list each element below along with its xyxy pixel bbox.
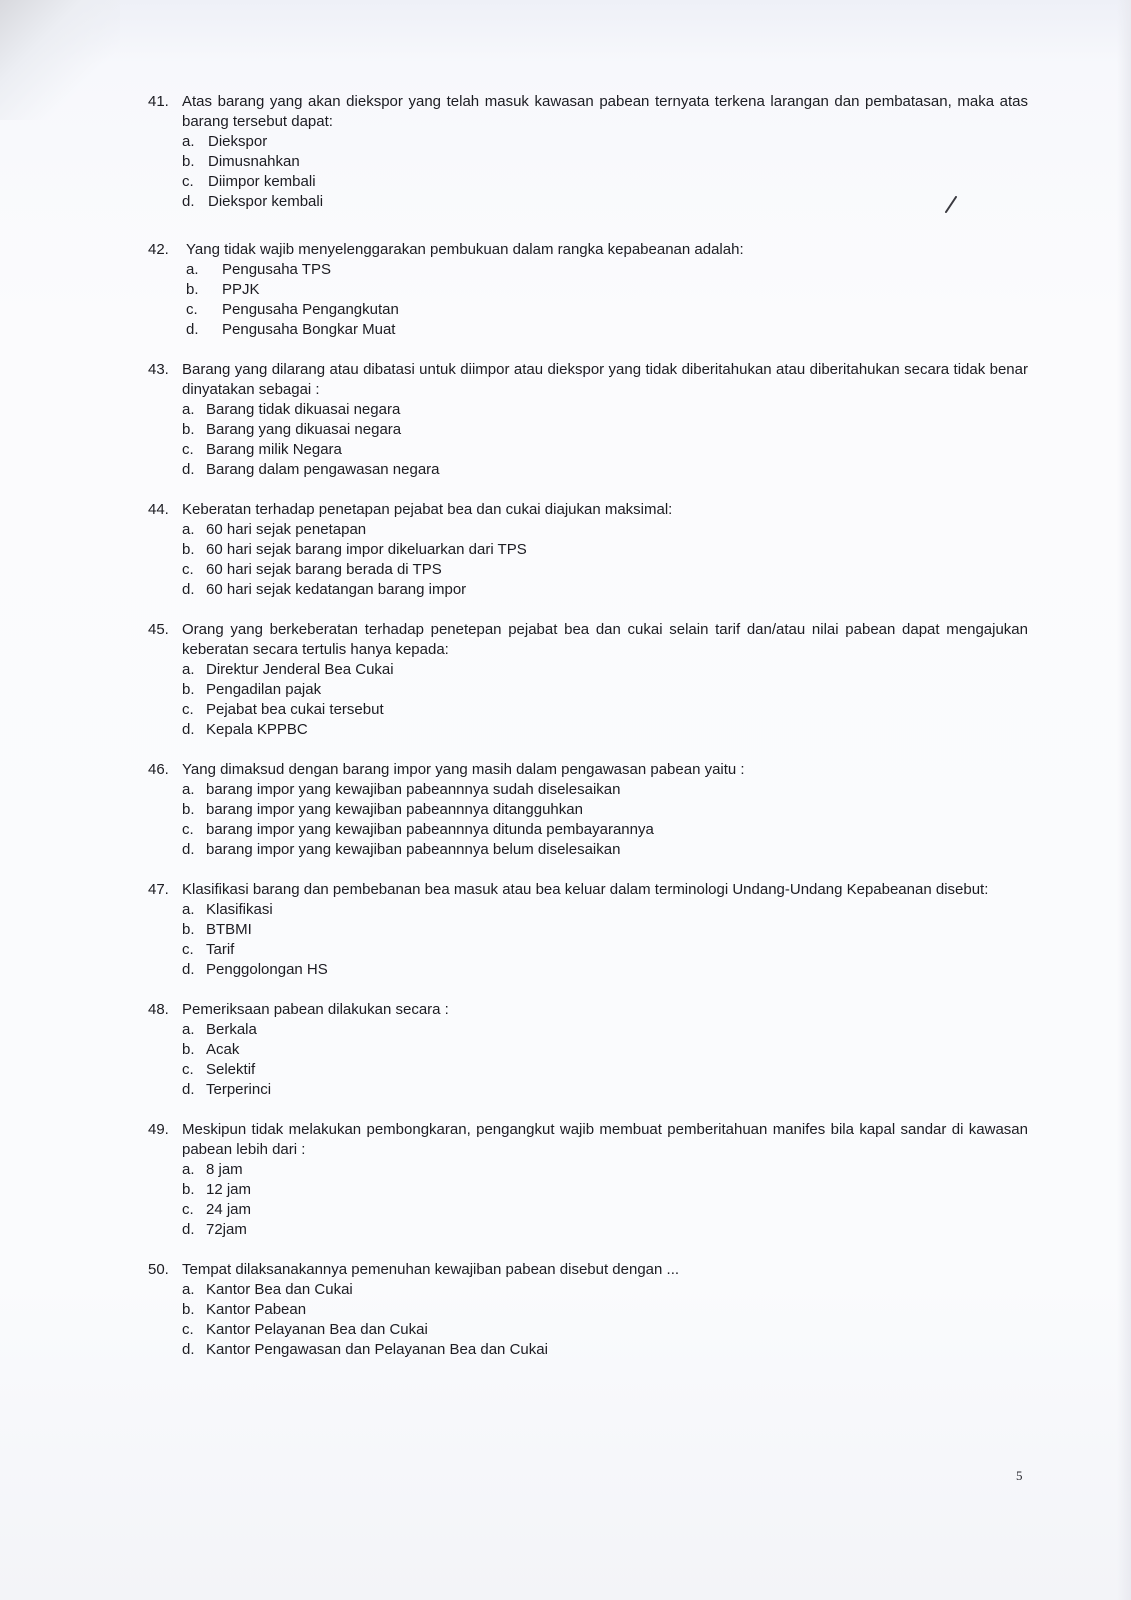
option-letter: c. (182, 441, 194, 458)
option-text: 72jam (206, 1221, 247, 1238)
option-text: BTBMI (206, 921, 252, 938)
option-letter: c. (186, 301, 198, 318)
option-b (182, 540, 1028, 560)
option-text: Pengusaha TPS (222, 261, 331, 278)
question-text: Atas barang yang akan diekspor yang telah masuk kawasan pabean ternyata terkena larangan dan pembatasan, maka atas barang tersebut dapat: (182, 93, 1028, 130)
option-c (186, 300, 1028, 320)
option-a (182, 780, 1028, 800)
option-list (148, 1280, 1028, 1360)
option-a (182, 1280, 1028, 1300)
option-text: 60 hari sejak barang impor dikeluarkan dari TPS (206, 541, 527, 558)
option-letter: b. (182, 541, 195, 558)
question-list (148, 92, 1028, 1380)
question-text: Pemeriksaan pabean dilakukan secara : (182, 1001, 449, 1018)
option-letter: a. (186, 261, 199, 278)
option-text: Barang yang dikuasai negara (206, 421, 402, 438)
option-text: barang impor yang kewajiban pabeannnya ditangguhkan (206, 801, 583, 818)
option-d (182, 580, 1028, 600)
option-letter: b. (182, 801, 195, 818)
option-text: 60 hari sejak penetapan (206, 521, 367, 538)
option-text: Kepala KPPBC (206, 721, 308, 738)
question-text: Tempat dilaksanakannya pemenuhan kewajiban pabean disebut dengan ... (182, 1261, 680, 1278)
option-letter: a. (182, 781, 195, 798)
option-letter: a. (182, 1281, 195, 1298)
option-letter: c. (182, 701, 194, 718)
option-text: Diekspor (208, 133, 268, 150)
option-a (182, 1020, 1028, 1040)
option-list (148, 780, 1028, 860)
option-text: Pengusaha Bongkar Muat (222, 321, 396, 338)
question-number: 44. (148, 501, 169, 518)
option-a (182, 900, 1028, 920)
option-text: Direktur Jenderal Bea Cukai (206, 661, 394, 678)
question-43 (148, 360, 1028, 480)
option-text: Dimusnahkan (208, 153, 300, 170)
option-letter: b. (186, 281, 199, 298)
option-text: 60 hari sejak kedatangan barang impor (206, 581, 467, 598)
option-text: Penggolongan HS (206, 961, 328, 978)
question-41 (148, 92, 1028, 212)
option-a (186, 260, 1028, 280)
question-44 (148, 500, 1028, 600)
question-text: Barang yang dilarang atau dibatasi untuk diimpor atau diekspor yang tidak diberitahukan atau diberitahukan secara tidak benar dinyatakan sebagai : (182, 361, 1028, 398)
option-c (182, 1200, 1028, 1220)
question-number: 49. (148, 1121, 169, 1138)
option-text: Pengadilan pajak (206, 681, 322, 698)
option-letter: b. (182, 153, 195, 170)
option-letter: b. (182, 921, 195, 938)
option-c (182, 700, 1028, 720)
option-letter: d. (182, 1341, 195, 1358)
option-letter: c. (182, 173, 194, 190)
option-b (182, 680, 1028, 700)
option-a (182, 520, 1028, 540)
option-letter: b. (182, 421, 195, 438)
option-b (182, 1180, 1028, 1200)
option-d (182, 960, 1028, 980)
question-text: Yang tidak wajib menyelenggarakan pembukuan dalam rangka kepabeanan adalah: (186, 241, 744, 258)
option-text: Pejabat bea cukai tersebut (206, 701, 384, 718)
option-letter: d. (182, 721, 195, 738)
option-d (182, 840, 1028, 860)
question-number: 45. (148, 621, 169, 638)
option-letter: a. (182, 661, 195, 678)
option-list (148, 900, 1028, 980)
option-b (182, 920, 1028, 940)
option-text: barang impor yang kewajiban pabeannnya ditunda pembayarannya (206, 821, 654, 838)
option-letter: b. (182, 681, 195, 698)
option-b (186, 280, 1028, 300)
option-text: Tarif (206, 941, 235, 958)
option-list (148, 1020, 1028, 1100)
option-letter: a. (182, 521, 195, 538)
question-text: Meskipun tidak melakukan pembongkaran, pengangkut wajib membuat pemberitahuan manifes bila kapal sandar di kawasan pabean lebih dari : (182, 1121, 1028, 1158)
option-c (182, 1320, 1028, 1340)
option-b (182, 1040, 1028, 1060)
option-c (182, 440, 1028, 460)
option-letter: c. (182, 1321, 194, 1338)
option-b (182, 152, 1028, 172)
option-letter: d. (182, 1081, 195, 1098)
option-text: 8 jam (206, 1161, 243, 1178)
option-b (182, 800, 1028, 820)
option-text: barang impor yang kewajiban pabeannnya sudah diselesaikan (206, 781, 621, 798)
question-50 (148, 1260, 1028, 1360)
question-number: 42. (148, 241, 169, 258)
option-c (182, 172, 1028, 192)
option-list (148, 400, 1028, 480)
option-a (182, 132, 1028, 152)
option-letter: d. (182, 1221, 195, 1238)
option-d (186, 320, 1028, 340)
question-42 (148, 240, 1028, 340)
option-list (148, 1160, 1028, 1240)
option-letter: b. (182, 1181, 195, 1198)
option-text: 24 jam (206, 1201, 252, 1218)
option-letter: b. (182, 1041, 195, 1058)
option-b (182, 1300, 1028, 1320)
question-47 (148, 880, 1028, 980)
option-d (182, 1080, 1028, 1100)
option-d (182, 720, 1028, 740)
question-text: Keberatan terhadap penetapan pejabat bea dan cukai diajukan maksimal: (182, 501, 673, 518)
question-48 (148, 1000, 1028, 1100)
option-letter: d. (182, 841, 195, 858)
option-text: Kantor Pengawasan dan Pelayanan Bea dan Cukai (206, 1341, 548, 1358)
page-number: 5 (1016, 1468, 1023, 1483)
option-text: Klasifikasi (206, 901, 273, 918)
option-letter: c. (182, 561, 194, 578)
option-list (148, 520, 1028, 600)
option-text: PPJK (222, 281, 260, 298)
page-edge-shadow (1117, 0, 1131, 1600)
option-letter: a. (182, 901, 195, 918)
option-letter: d. (182, 961, 195, 978)
option-letter: d. (182, 581, 195, 598)
option-letter: a. (182, 133, 195, 150)
option-c (182, 820, 1028, 840)
option-a (182, 1160, 1028, 1180)
option-letter: b. (182, 1301, 195, 1318)
option-letter: c. (182, 1061, 194, 1078)
option-text: Barang tidak dikuasai negara (206, 401, 401, 418)
option-letter: c. (182, 821, 194, 838)
option-text: Diekspor kembali (208, 193, 324, 210)
option-text: Kantor Pelayanan Bea dan Cukai (206, 1321, 428, 1338)
option-letter: d. (186, 321, 199, 338)
option-letter: d. (182, 193, 195, 210)
option-text: 60 hari sejak barang berada di TPS (206, 561, 442, 578)
option-text: Selektif (206, 1061, 256, 1078)
option-b (182, 420, 1028, 440)
option-letter: c. (182, 1201, 194, 1218)
question-text: Orang yang berkeberatan terhadap penetepan pejabat bea dan cukai selain tarif dan/atau nilai pabean dapat mengajukan keberatan secara tertulis hanya kepada: (182, 621, 1028, 658)
option-a (182, 660, 1028, 680)
option-c (182, 1060, 1028, 1080)
option-text: Barang dalam pengawasan negara (206, 461, 440, 478)
option-a (182, 400, 1028, 420)
page-corner-shadow (0, 0, 120, 120)
question-text: Klasifikasi barang dan pembebanan bea masuk atau bea keluar dalam terminologi Undang-Undang Kepabeanan disebut: (182, 881, 989, 898)
option-text: Terperinci (206, 1081, 272, 1098)
question-number: 41. (148, 93, 169, 110)
option-text: Kantor Bea dan Cukai (206, 1281, 353, 1298)
option-letter: d. (182, 461, 195, 478)
option-list (148, 132, 1028, 212)
question-number: 48. (148, 1001, 169, 1018)
option-c (182, 940, 1028, 960)
option-list (148, 260, 1028, 340)
option-d (182, 1220, 1028, 1240)
option-letter: a. (182, 1021, 195, 1038)
option-text: Acak (206, 1041, 240, 1058)
option-d (182, 460, 1028, 480)
option-letter: a. (182, 401, 195, 418)
option-d (182, 1340, 1028, 1360)
option-text: barang impor yang kewajiban pabeannnya belum diselesaikan (206, 841, 621, 858)
option-d (182, 192, 1028, 212)
option-c (182, 560, 1028, 580)
option-text: Barang milik Negara (206, 441, 342, 458)
question-49 (148, 1120, 1028, 1240)
option-text: Berkala (206, 1021, 257, 1038)
option-list (148, 660, 1028, 740)
option-text: Diimpor kembali (208, 173, 316, 190)
option-letter: a. (182, 1161, 195, 1178)
option-letter: c. (182, 941, 194, 958)
question-number: 46. (148, 761, 169, 778)
option-text: Kantor Pabean (206, 1301, 307, 1318)
question-text: Yang dimaksud dengan barang impor yang masih dalam pengawasan pabean yaitu : (182, 761, 745, 778)
question-number: 43. (148, 361, 169, 378)
option-text: Pengusaha Pengangkutan (222, 301, 399, 318)
question-number: 50. (148, 1261, 169, 1278)
question-46 (148, 760, 1028, 860)
option-text: 12 jam (206, 1181, 252, 1198)
question-number: 47. (148, 881, 169, 898)
question-45 (148, 620, 1028, 740)
